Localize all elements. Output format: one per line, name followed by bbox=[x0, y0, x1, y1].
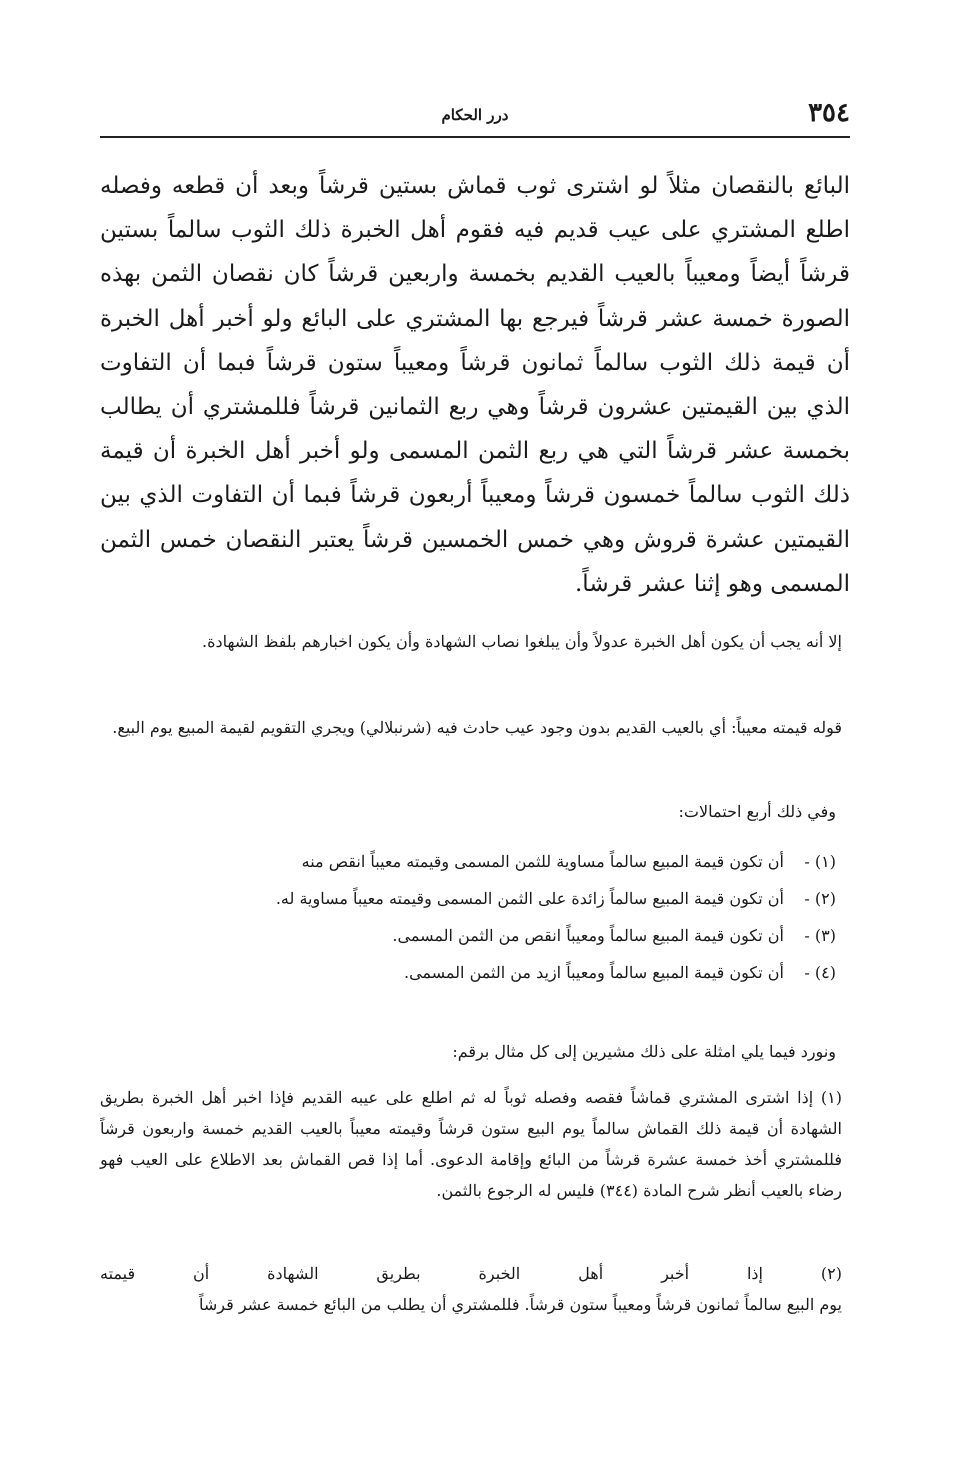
page-number: ٣٥٤ bbox=[808, 98, 850, 128]
note-paragraph-examples-intro: ونورد فيما يلي امثلة على ذلك مشيرين إلى كل مثال برقم: bbox=[452, 1042, 836, 1061]
example-paragraph-2 bbox=[100, 1258, 842, 1320]
note-paragraph-defective-value: قوله قيمته معيباً: أي بالعيب القديم بدون وجود عيب حادث فيه (شرنبلالي) ويجري التقويم لقيمة المبيع يوم البيع. bbox=[112, 718, 842, 737]
possibilities-list bbox=[100, 843, 836, 991]
list-item-number: (٣) - bbox=[804, 926, 836, 945]
page-header bbox=[100, 96, 850, 138]
main-paragraph: البائع بالنقصان مثلاً لو اشترى ثوب قماش بستين قرشاً وبعد أن قطعه وفصله اطلع المشتري على عيب قديم فيه فقوم أهل الخبرة ذلك الثوب سالماً بستين قرشاً أيضاً ومعيباً بالعيب القديم بخمسة واربعين قرشاً كان نقصان الثمن بهذه الصورة خمسة عشر قرشاً فيرجع بها المشتري على البائع ولو أخبر أهل الخبرة أن قيمة ذلك الثوب سالماً ثمانون قرشاً ومعيباً ستون قرشاً فبما أن التفاوت الذي بين القيمتين عشرون قرشاً وهي ربع الثمانين قرشاً فللمشتري أن يطالب بخمسة عشر قرشاً التي هي ربع الثمن المسمى ولو أخبر أهل الخبرة أن قيمة ذلك الثوب سالماً خمسون قرشاً ومعيباً أربعون قرشاً فبما أن التفاوت الذي بين القيمتين عشرة قروش وهي خمس الخمسين قرشاً يعتبر النقصان خمس الثمن المسمى وهو إثنا عشر قرشاً. bbox=[100, 173, 850, 597]
list-item-text: أن تكون قيمة المبيع سالماً ومعيباً انقص من الثمن المسمى. bbox=[392, 926, 784, 945]
example-2-line-1: (٢) إذا أخبر أهل الخبرة بطريق الشهادة أن قيمته bbox=[100, 1264, 842, 1283]
running-title: درر الحكام bbox=[441, 106, 509, 124]
list-item bbox=[100, 917, 836, 954]
list-item bbox=[100, 880, 836, 917]
list-item-number: (٤) - bbox=[804, 963, 836, 982]
list-item-number: (٢) - bbox=[804, 889, 836, 908]
list-item bbox=[100, 954, 836, 991]
list-item-number: (١) - bbox=[804, 852, 836, 871]
list-item-text: أن تكون قيمة المبيع سالماً ومعيباً ازيد من الثمن المسمى. bbox=[403, 963, 784, 982]
example-2-line-2: يوم البيع سالماً ثمانون قرشاً ومعيباً ستون قرشاً. فللمشتري أن يطلب من البائع خمسة عشر قرشاً bbox=[199, 1295, 842, 1314]
example-paragraph-1: (١) إذا اشترى المشتري قماشاً فقصه وفصله ثوباً له ثم اطلع على عيبه القديم فإذا اخبر أهل الخبرة بطريق الشهادة أن قيمة ذلك القماش سالماً يوم البيع ستون قرشاً وقيمته معيباً بالعيب القديم خمسة واربعون قرشاً فللمشتري أخذ خمسة عشرة قرشاً من البائع وإقامة الدعوى. أما إذا قص القماش بعد الاطلاع على العيب فهو رضاء بالعيب أنظر شرح المادة (٣٤٤) فليس له الرجوع بالثمن. bbox=[100, 1088, 843, 1200]
list-item-text: أن تكون قيمة المبيع سالماً مساوية للثمن المسمى وقيمته معيباً انقص منه bbox=[301, 852, 784, 871]
list-item-text: أن تكون قيمة المبيع سالماً زائدة على الثمن المسمى وقيمته معيباً مساوية له. bbox=[275, 889, 784, 908]
note-paragraph-possibilities: وفي ذلك أربع احتمالات: bbox=[678, 802, 836, 821]
note-paragraph-witness: إلا أنه يجب أن يكون أهل الخبرة عدولاً وأن يبلغوا نصاب الشهادة وأن يكون اخبارهم بلفظ الشهادة. bbox=[202, 632, 842, 651]
list-item bbox=[100, 843, 836, 880]
